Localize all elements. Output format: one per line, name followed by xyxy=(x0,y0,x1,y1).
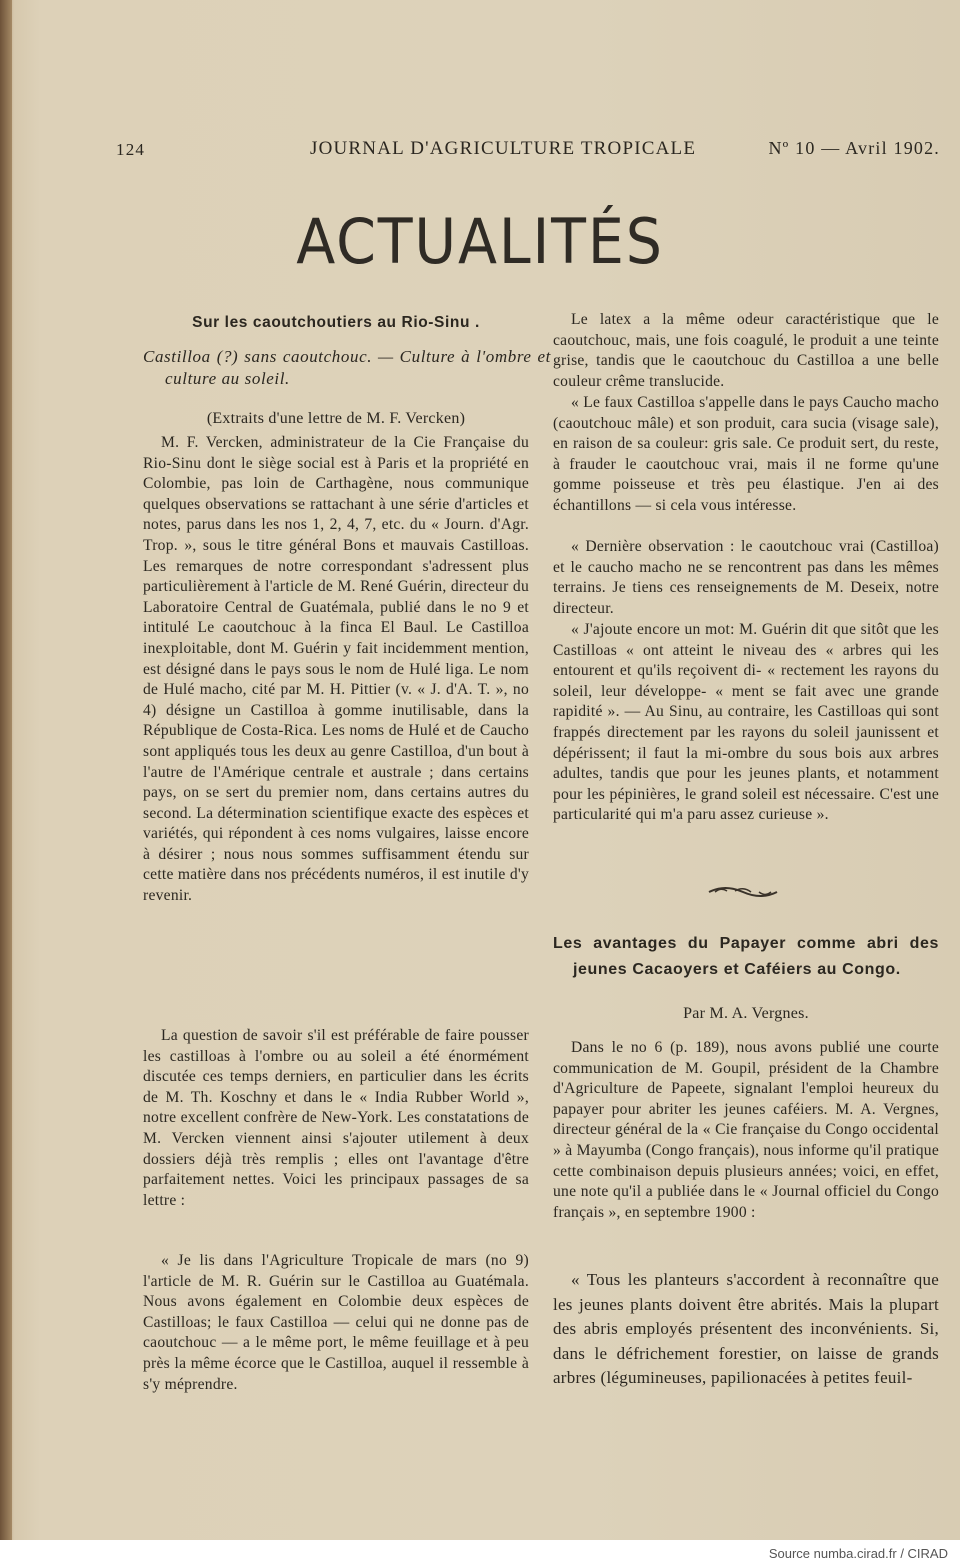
article2-paragraph: Dans le no 6 (p. 189), nous avons publié une courte communication de M. Goupil, président de la Chambre d'Agriculture de Papeete, signalant l'emploi heureux du papayer pour abriter les jeunes caféiers. M. A. Vergnes, directeur général de la « Cie française du Congo occidental » à Mayumba (Congo français), nous informe qu'il pratique cette combinaison depuis plusieurs années; voici, en effet, une note qu'il a publiée dans le « Journal officiel du Congo français », en septembre 1900 : xyxy=(553,1039,939,1221)
article1-paragraph: M. F. Vercken, administrateur de la Cie Française du Rio-Sinu dont le siège social est à Paris et la propriété en Colombie, pas loin de Carthagène, nous communique quelques observations se rattachant à une série d'articles et notes, parus dans les nos 1, 2, 4, 7, etc. du « Journ. d'Agr. Trop. », sous le titre général Bons et mauvais Castilloas. Les remarques de notre correspondant s'adressent plus particulièrement à l'article de M. René Guérin, directeur du Laboratoire Central de Guatémala, publié dans le no 9 et intitulé Le caoutchouc à la finca El Baul. Le Castilloa inexploitable, dont M. Guérin y fait incidemment mention, est désigné dans le pays sous le nom de Hulé liga. Le nom de Hulé macho, cité par M. H. Pittier (v. « J. d'A. T. », no 4) désigne un Castilloa à gomme inutilisable, dans la République de Costa-Rica. Les noms de Hulé et de Caucho sont appliqués tous les deux au genre Castilloa, d'un bout à l'autre de l'Amérique centrale et australe ; dans certains pays, on se sert du premier nom, dans certains autres du second. La détermination scientifique exacte des espèces et variétés, qui répondent à ces noms vulgaires, laisse encore à désirer ; nous nous sommes suffisamment étendu sur cette matière dans nos précédents numéros, il est inutile d'y revenir. xyxy=(143,434,529,905)
article1-quote: « Je lis dans l'Agriculture Tropicale de mars (no 9) l'article de M. R. Guérin sur le Castilloa au Guatémala. Nous avons également en Colombie deux espèces de Castilloas; le faux Castilloa — celui qui ne donne pas de caoutchouc — a le même port, le même feuillage et à peu près la même écorce que le Castilloa, auquel il ressemble à s'y méprendre. xyxy=(143,1252,529,1393)
issue-info: Nº 10 — Avril 1902. xyxy=(768,138,940,158)
article2-heading: Les avantages du Papayer comme abri des jeunes Cacaoyers et Caféiers au Congo. xyxy=(553,935,939,978)
article1-paragraph: « Dernière observation : le caoutchouc vrai (Castilloa) et le caucho macho ne se rencontrent pas dans les mêmes terrains. Je tiens ces renseignements de M. Deseix, notre directeur. xyxy=(553,538,939,617)
source-credit: Source numba.cirad.fr / CIRAD xyxy=(768,1546,948,1561)
book-binding-edge xyxy=(0,0,12,1540)
article1-paragraph: « Le faux Castilloa s'appelle dans le pays Caucho macho (caoutchouc mâle) et son produit, cara sucia (visage sale), en raison de sa couleur: gris sale. Ce produit sert, du reste, à frauder le caoutchouc vrai, mais il ne forme qu'une gomme poisseuse et très peu élastique. J'en ai des échantillons — si cela vous intéresse. xyxy=(553,394,939,514)
section-title: ACTUALITÉS xyxy=(296,205,664,278)
page-number: 124 xyxy=(116,140,146,159)
journal-title: JOURNAL D'AGRICULTURE TROPICALE xyxy=(310,138,697,159)
article1-paragraph: Le latex a la même odeur caractéristique que le caoutchouc, mais, une fois coagulé, le produit a une teinte grise, tandis que le caoutchouc du Castilloa a une belle couleur crême translucide. xyxy=(553,311,939,390)
article2-byline: Par M. A. Vergnes. xyxy=(683,1005,809,1022)
article1-heading: Sur les caoutchoutiers au Rio-Sinu . xyxy=(192,314,480,331)
article1-subtitle: Castilloa (?) sans caoutchouc. — Culture à l'ombre et culture au soleil. xyxy=(143,347,551,388)
article1-source: (Extraits d'une lettre de M. F. Vercken) xyxy=(206,410,466,427)
article2-quote: « Tous les planteurs s'accordent à reconnaître que les jeunes plants doivent être abrités. Mais la plupart des abris employés présentent des inconvénients. Si, dans le défrichement forestier, on laisse de grands arbres (légumineuses, papilionacées à petites feuil- xyxy=(553,1270,939,1387)
article1-paragraph: « J'ajoute encore un mot: M. Guérin dit que sitôt que les Castilloas « ont atteint le niveau des « arbres qui les entourent et qu'ils reçoivent di- « rectement les rayons du soleil, leur développe- « ment se fait avec une grande rapidité ». — Au Sinu, au contraire, les Castilloas qui sont frappés directement par les rayons du soleil jaunissent et dépérissent; il faut la mi-ombre du sous bois aux arbres adultes, tandis que pour les jeunes plants, et notamment pour les pépinières, le grand soleil est nécessaire. C'est une particularité qui m'a paru assez curieuse ». xyxy=(553,621,939,824)
ornament-divider-icon xyxy=(705,884,781,900)
article1-paragraph: La question de savoir s'il est préférable de faire pousser les castilloas à l'ombre ou au soleil a été énormément discutée ces temps derniers, en particulier dans les écrits de M. Th. Koschny et dans le « India Rubber World », notre excellent confrère de New-York. Les constatations de M. Vercken viennent ainsi s'ajouter utilement à deux dossiers déjà très remplis ; elles ont l'avantage d'être parfaitement nettes. Voici les principaux passages de sa lettre : xyxy=(143,1027,529,1209)
